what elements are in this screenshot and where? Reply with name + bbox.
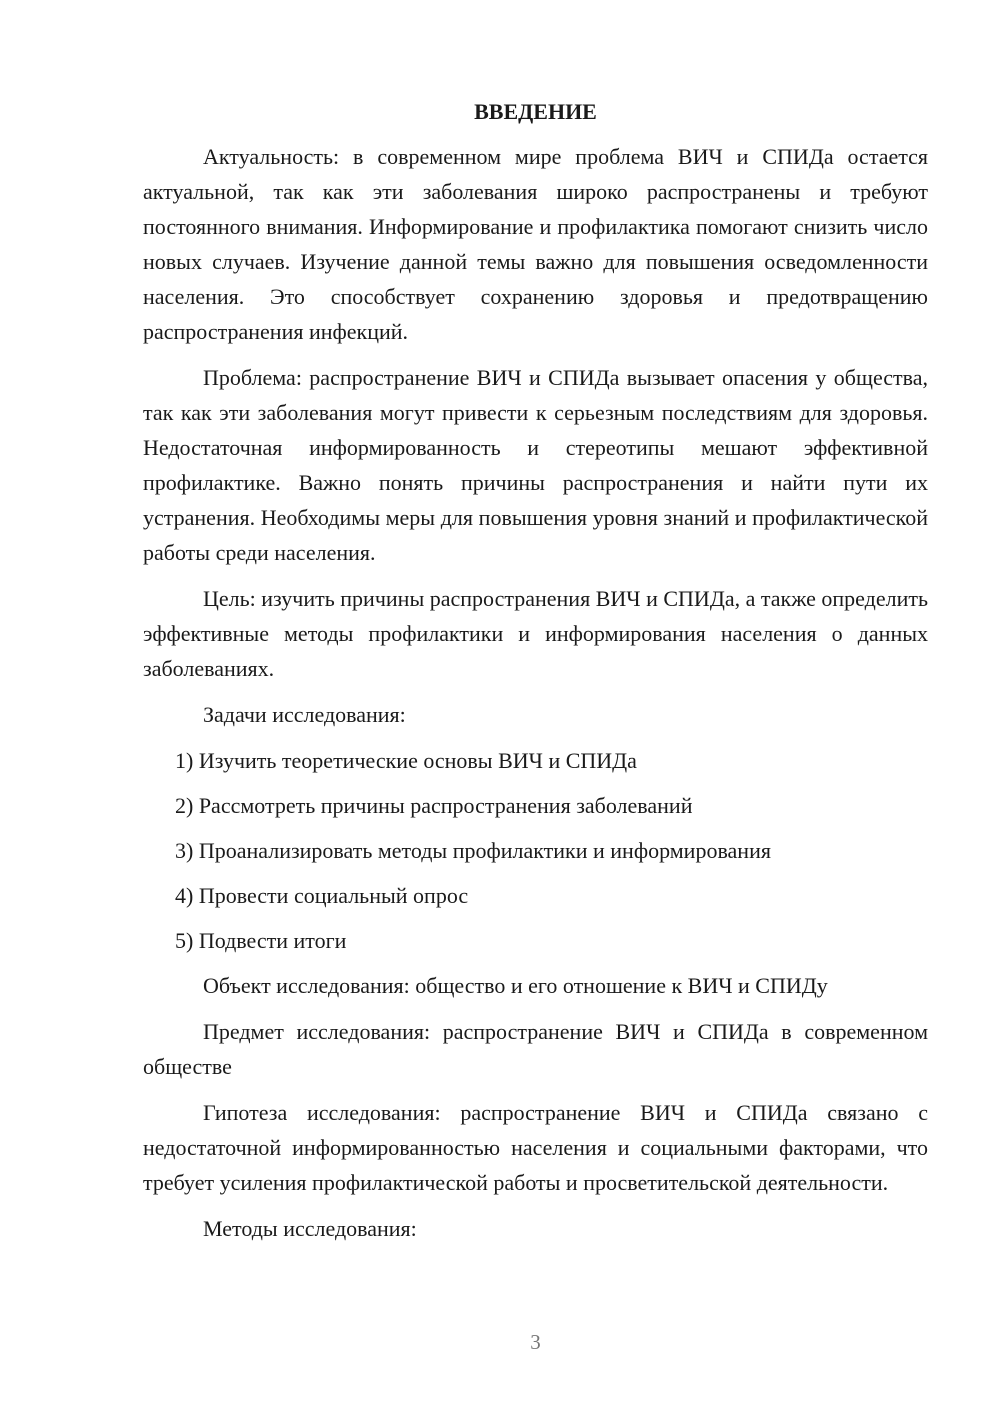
task-item: 2) Рассмотреть причины распространения заболеваний — [175, 793, 693, 818]
page-title: ВВЕДЕНИЕ — [474, 99, 597, 124]
paragraph-problem: Проблема: распространение ВИЧ и СПИДа вызывает опасения у общества, так как эти заболевания могут привести к серьезным последствиям для здоровья. Недостаточная информированность и стереотипы мешают эффективной профилактике. Важно понять причины распространения и найти пути их устранения. Необходимы меры для повышения уровня знаний и профилактической работы среди населения. — [143, 365, 928, 565]
paragraph-relevance: Актуальность: в современном мире проблема ВИЧ и СПИДа остается актуальной, так как эти заболевания широко распространены и требуют постоянного внимания. Информирование и профилактика помогают снизить число новых случаев. Изучение данной темы важно для повышения осведомленности населения. Это способствует сохранению здоровья и предотвращению распространения инфекций. — [143, 144, 928, 344]
methods-heading: Методы исследования: — [203, 1216, 417, 1241]
task-item: 4) Провести социальный опрос — [175, 883, 469, 908]
task-item: 5) Подвести итоги — [175, 928, 347, 953]
document-page — [143, 94, 928, 1257]
paragraph-hypothesis: Гипотеза исследования: распространение ВИЧ и СПИДа связано с недостаточной информированностью населения и социальными факторами, что требует усиления профилактической работы и просветительской деятельности. — [143, 1100, 928, 1195]
task-item: 3) Проанализировать методы профилактики и информирования — [175, 838, 771, 863]
tasks-heading: Задачи исследования: — [203, 702, 406, 727]
paragraph-object: Объект исследования: общество и его отношение к ВИЧ и СПИДу — [203, 973, 828, 998]
paragraph-goal: Цель: изучить причины распространения ВИЧ и СПИДа, а также определить эффективные методы профилактики и информирования населения о данных заболеваниях. — [143, 586, 928, 681]
page-number: 3 — [530, 1330, 541, 1354]
task-item: 1) Изучить теоретические основы ВИЧ и СПИДа — [175, 748, 637, 773]
paragraph-subject: Предмет исследования: распространение ВИЧ и СПИДа в современном обществе — [143, 1019, 928, 1079]
